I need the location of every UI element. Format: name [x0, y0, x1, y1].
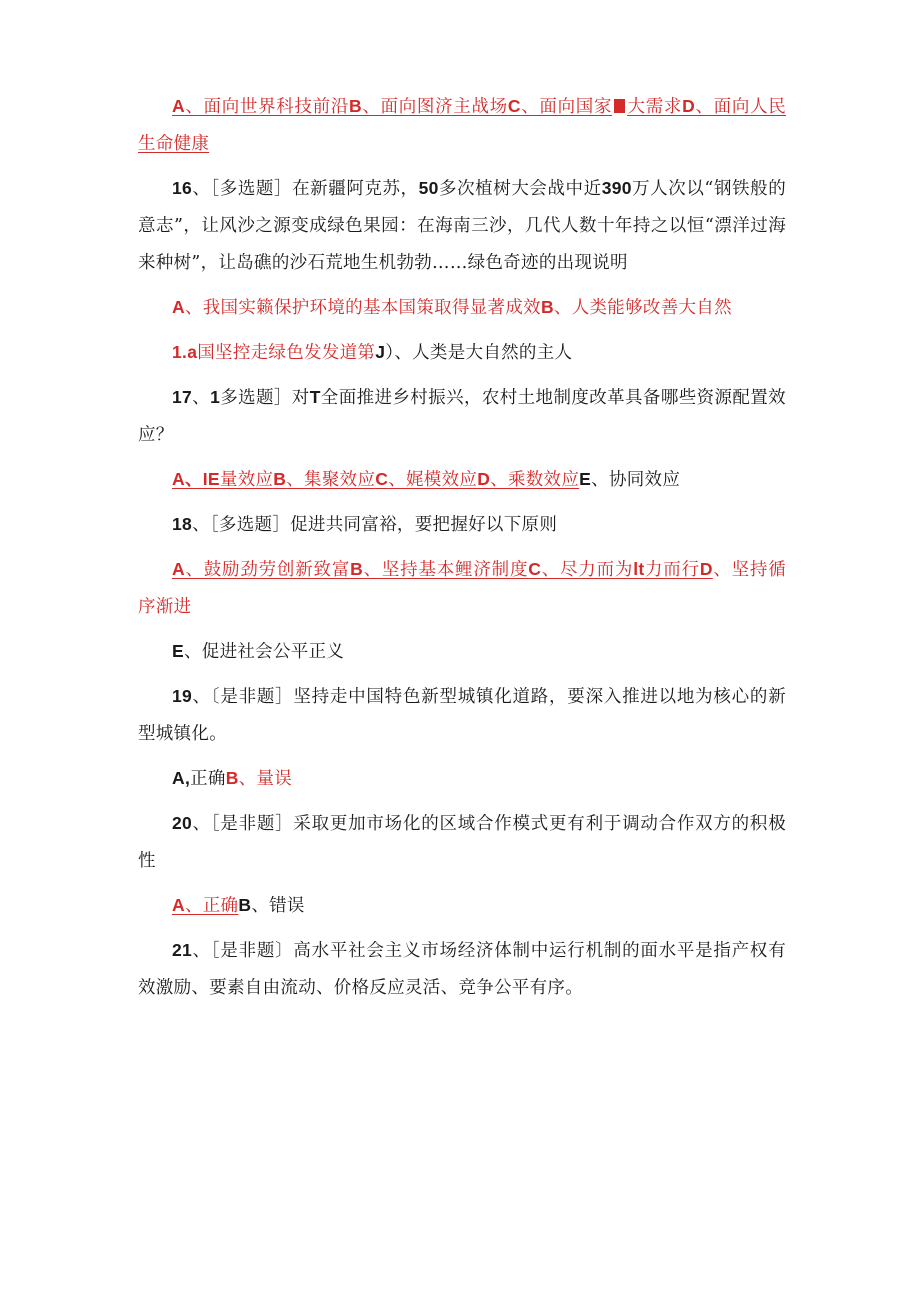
option-letter: A, [172, 768, 191, 788]
option-letter: E [172, 641, 184, 661]
option-letter: C [375, 469, 389, 489]
question-number: 18 [172, 514, 193, 534]
option-text: 、集聚效应 [286, 470, 376, 490]
option-letter: A [172, 895, 185, 915]
option-letter: C [528, 559, 542, 579]
question-number-inline: 1 [210, 387, 221, 407]
option-text: 、面向人民生命健康 [138, 97, 786, 154]
option-text: 、促进社会公平正义 [183, 642, 345, 662]
q20-options [138, 887, 786, 925]
option-letter: A [172, 297, 185, 317]
option-text: 、面向图济主战场 [361, 97, 508, 117]
option-text: 正确 [190, 769, 226, 789]
q18-options-2 [138, 633, 786, 671]
question-number: 21 [172, 940, 193, 960]
q18-options-1 [138, 551, 786, 626]
question-text: 、［多选题］促进共同富裕，要把握好以下原则 [192, 515, 558, 535]
document-page [138, 88, 786, 1014]
option-text: 、面向世界科技前沿 [184, 97, 350, 117]
question-number: 17 [172, 387, 193, 407]
q15-options [138, 88, 786, 163]
option-letter: B [238, 895, 252, 915]
option-text: 、协同效应 [591, 470, 681, 490]
option-letter: D [699, 559, 713, 579]
question-number: 20 [172, 813, 193, 833]
option-text: 力而行 [644, 560, 700, 580]
option-text: 、坚持循序渐进 [138, 560, 787, 617]
option-text: 、尽力而为 [541, 560, 634, 580]
q16-options-1 [138, 289, 786, 327]
question-number: 16 [172, 178, 193, 198]
option-text: 、错误 [251, 896, 305, 916]
option-letter: B [350, 559, 364, 579]
option-letter: B [273, 469, 287, 489]
option-letter: D [682, 96, 696, 116]
q17-question [138, 379, 786, 454]
question-text: 、［是非题〕高水平社会主义市场经济体制中运行机制的面水平是指产权有效激励、要素自由流动、价格反应灵活、竞争公平有序。 [138, 941, 786, 998]
option-letter: E [579, 469, 592, 489]
option-text: lt [633, 559, 645, 579]
option-letter: B [225, 768, 239, 788]
option-letter: A [172, 96, 185, 116]
option-text: 、我国实籁保护环境的基本国策取得显著成效 [184, 298, 541, 318]
q16-options-2 [138, 334, 786, 372]
option-text: 大需求 [627, 97, 683, 117]
question-text: 、 [192, 388, 211, 408]
option-letter: J [375, 342, 386, 362]
question-text: 多选题］对 [220, 388, 310, 408]
option-letter: C [507, 96, 521, 116]
question-text: 全面推进乡村振兴，农村土地制度改革具备哪些资源配置效应？ [138, 388, 786, 445]
question-text: 多次植树大会战中近 [438, 179, 602, 199]
option-text: 量效应 [219, 470, 274, 490]
option-text: 、人类能够改善大自然 [553, 298, 732, 318]
q19-question [138, 678, 786, 753]
ocr-block-icon [614, 99, 625, 113]
question-letter-inline: T [309, 387, 321, 407]
option-text: 、面向国家 [520, 97, 613, 117]
option-text: 国坚控走绿色发发道第 [197, 343, 376, 363]
q17-options [138, 461, 786, 499]
q19-options [138, 760, 786, 798]
q20-question [138, 805, 786, 880]
question-number-inline: 390 [601, 178, 632, 198]
option-text: ）、人类是大自然的主人 [385, 343, 573, 363]
option-letter: 1.a [172, 342, 198, 362]
option-text: 、娓模效应 [388, 470, 478, 490]
q18-question [138, 506, 786, 544]
question-text: 、［是非题］采取更加市场化的区域合作模式更有利于调动合作双方的积极性 [138, 814, 786, 871]
option-text: 、鼓励劲劳创新致富 [184, 560, 351, 580]
option-text: 、正确 [184, 896, 239, 916]
q16-question [138, 170, 786, 282]
option-text: 、坚持基本鲤济制度 [363, 560, 529, 580]
question-text: 、〔是非题］坚持走中国特色新型城镇化道路，要深入推进以地为核心的新型城镇化。 [138, 687, 786, 744]
option-text: 、IE [184, 469, 220, 489]
question-number: 19 [172, 686, 193, 706]
option-letter: A [172, 469, 185, 489]
option-letter: D [477, 469, 491, 489]
question-text: 、［多选题］在新疆阿克苏， [192, 179, 419, 199]
option-letter: A [172, 559, 185, 579]
option-letter: B [540, 297, 554, 317]
question-number-inline: 50 [418, 178, 439, 198]
option-text: 、乘数效应 [490, 470, 580, 490]
option-letter: B [349, 96, 362, 116]
question-text: 万人次以“钢铁般的意志”，让风沙之源变成绿色果园：在海南三沙，几代人数十年持之以恒“漂洋过海来种树”，让岛礁的沙石荒地生机勃勃……绿色奇迹的出现说明 [138, 179, 786, 273]
option-text: 、量误 [238, 769, 293, 789]
q21-question [138, 932, 786, 1007]
